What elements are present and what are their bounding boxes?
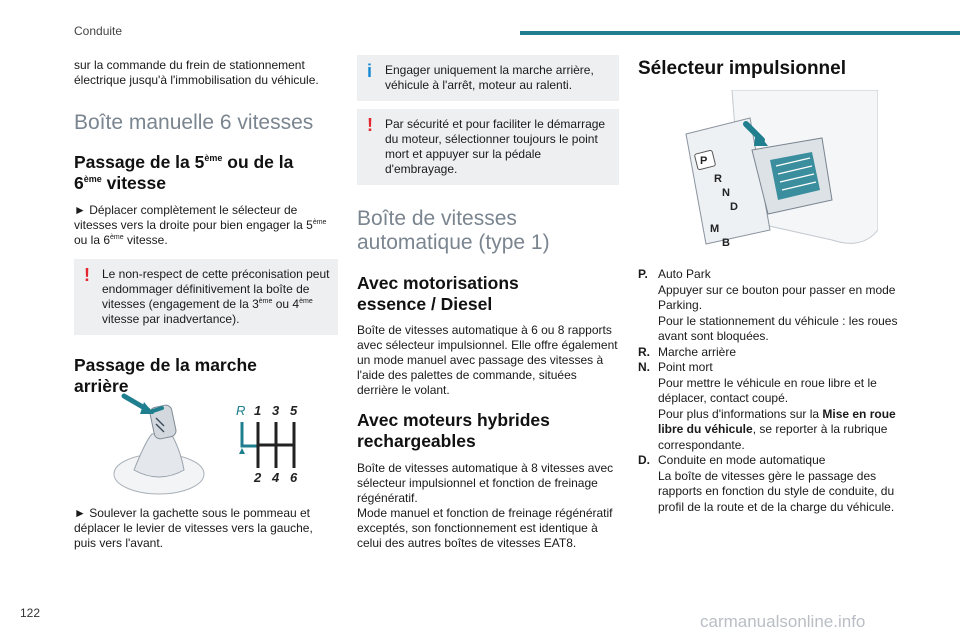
warning-note-neutral: ! Par sécurité et pour faciliter le démarrage du moteur, sélectionner toujours le point mort et appuyer sur la pédale d'embrayage. [357, 109, 619, 185]
header-accent-bar [520, 31, 960, 35]
definition-n: N. Point mort Pour mettre le véhicule en roue libre et le déplacer, contact coupé. Pour plus d'informations sur la Mise en roue libre du véhicule, se reporter à la rubrique correspondante. [638, 360, 896, 452]
column-3 [638, 52, 900, 79]
selector-label-d: D [730, 201, 738, 213]
selector-label-b: B [722, 237, 730, 249]
running-header: Conduite [74, 24, 123, 38]
section-title-manual: Boîte manuelle 6 vitesses [74, 111, 314, 134]
subsection-reverse: Passage de la marche arrière [74, 355, 257, 396]
info-icon: i [367, 61, 373, 81]
selector-definitions [638, 267, 900, 515]
definition-r: R. Marche arrière [638, 344, 737, 359]
warning-icon: ! [367, 115, 373, 135]
column-2 [357, 52, 619, 551]
subsection-5th-6th-gear: Passage de la 5ème ou de la 6ème vitesse [74, 152, 294, 193]
intro-text: sur la commande du frein de stationnement électrique jusqu'à l'immobilisation du véhicule. [74, 58, 319, 87]
subsection-hybrid: Avec moteurs hybrides rechargeables [357, 410, 550, 451]
gear-label-1: 1 [254, 403, 262, 418]
selector-label-p: P [700, 155, 708, 167]
section-title-automatic: Boîte de vitesses automatique (type 1) [357, 207, 550, 254]
watermark: carmanualsonline.info [700, 612, 866, 631]
gear-label-3: 3 [272, 403, 280, 418]
selector-label-m: M [710, 223, 720, 235]
definition-p: P. Auto Park Appuyer sur ce bouton pour passer en mode Parking. Pour le stationnement du véhicule : les roues avant sont bloquées. [638, 267, 898, 343]
paragraph-hybrid: Boîte de vitesses automatique à 8 vitesses avec sélecteur impulsionnel et fonction de freinage régénératif. [357, 461, 614, 505]
section-title-selector: Sélecteur impulsionnel [638, 58, 846, 79]
warning-icon: ! [84, 265, 90, 285]
gear-label-4: 4 [272, 470, 280, 485]
warning-note-gearbox: ! Le non-respect de cette préconisation peut endommager définitivement la boîte de vitesses (engagement de la 3ème ou 4ème vitesse par inadvertance). [74, 259, 338, 335]
gear-label-2: 2 [254, 470, 262, 485]
column-1 [74, 52, 338, 397]
selector-label-r: R [714, 173, 722, 185]
subsection-petrol-diesel: Avec motorisations essence / Diesel [357, 273, 519, 314]
instruction-5th-6th: ► Déplacer complètement le sélecteur de vitesses vers la droite pour bien engager la 5ème ou la 6ème vitesse. [74, 203, 327, 247]
page-number: 122 [20, 606, 41, 620]
paragraph-petrol-diesel: Boîte de vitesses automatique à 6 ou 8 rapports avec sélecteur impulsionnel. Elle offre également un mode manuel avec passage des vitesses à l'aide des palettes de commande, situées derrière le volant. [357, 323, 618, 397]
gear-shift-pattern [232, 400, 312, 486]
gear-lever-illustration [104, 388, 210, 500]
selector-label-n: N [722, 187, 730, 199]
gear-label-r: R [236, 403, 246, 418]
info-note-reverse: i Engager uniquement la marche arrière, véhicule à l'arrêt, moteur au ralenti. [357, 55, 619, 101]
instruction-reverse: ► Soulever la gachette sous le pommeau et déplacer le levier de vitesses vers la gauche, puis vers l'avant. [74, 506, 313, 550]
gear-label-5: 5 [290, 403, 298, 418]
paragraph-hybrid-manual: Mode manuel et fonction de freinage régénératif exceptés, son fonctionnement est identique à celui des autres boîtes de vitesses EAT8. [357, 506, 613, 550]
definition-d: D. Conduite en mode automatique La boîte de vitesses gère le passage des rapports en fonction du style de conduite, du profil de la route et de la charge du véhicule. [638, 453, 895, 514]
gear-label-6: 6 [290, 470, 298, 485]
impulse-selector-illustration [672, 90, 878, 250]
